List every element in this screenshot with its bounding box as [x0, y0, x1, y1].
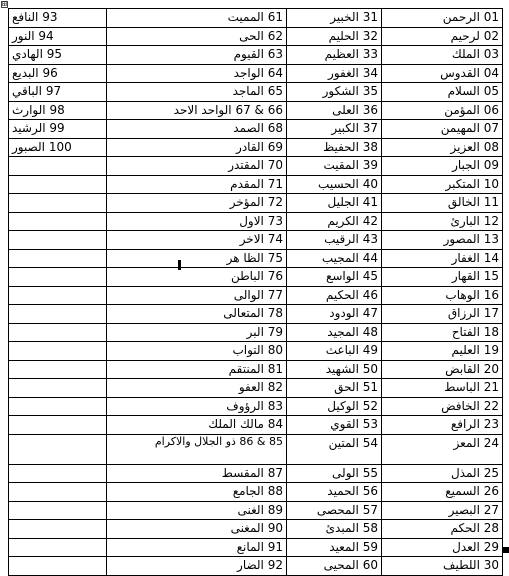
table-row	[9, 46, 503, 65]
table-row	[9, 83, 503, 102]
table-cell-col3[interactable]: 90 المغنى	[107, 520, 287, 539]
names-table-body	[9, 9, 503, 576]
table-cell-col1[interactable]: 20 القابض	[382, 360, 503, 379]
table-cell-col3[interactable]: 75 الظا هر	[107, 249, 287, 268]
table-cell-col2[interactable]: 39 المقيت	[287, 157, 382, 176]
table-row	[9, 268, 503, 287]
table-cell-col1[interactable]: 25 المذل	[382, 464, 503, 483]
table-cell-col2[interactable]: 32 الحليم	[287, 27, 382, 46]
table-row	[9, 379, 503, 398]
table-cell-col4[interactable]	[9, 157, 107, 176]
table-cell-col2[interactable]: 48 المجيد	[287, 323, 382, 342]
table-cell-col1[interactable]: 03 الملك	[382, 46, 503, 65]
table-cell-col3[interactable]: 73 الاول	[107, 212, 287, 231]
table-cell-col3[interactable]: 84 مالك الملك	[107, 416, 287, 435]
table-row	[9, 520, 503, 539]
table-cell-col3[interactable]: 76 الباطن	[107, 268, 287, 287]
table-resize-handle-icon[interactable]	[503, 547, 509, 553]
names-table	[8, 8, 503, 576]
table-cell-col2[interactable]: 51 الحق	[287, 379, 382, 398]
table-cell-col3[interactable]: 65 الماجد	[107, 83, 287, 102]
table-cell-col2[interactable]: 50 الشهيد	[287, 360, 382, 379]
table-cell-col2[interactable]: 53 القوي	[287, 416, 382, 435]
table-cell-col2[interactable]: 52 الوكيل	[287, 397, 382, 416]
table-cell-col1[interactable]: 28 الحكم	[382, 520, 503, 539]
table-cell-col1[interactable]: 24 المعز	[382, 434, 503, 464]
table-row	[9, 305, 503, 324]
table-cell-col2[interactable]: 60 المحيى	[287, 557, 382, 576]
table-cell-col3[interactable]: 85 & 86 ذو الجلال والاكرام	[107, 434, 287, 464]
table-row	[9, 360, 503, 379]
table-row	[9, 157, 503, 176]
table-cell-col3[interactable]: 66 & 67 الواحد الاحد	[107, 101, 287, 120]
text-cursor	[178, 260, 181, 270]
table-row	[9, 464, 503, 483]
table-cell-col3[interactable]: 70 المقتدر	[107, 157, 287, 176]
table-cell-col1[interactable]: 27 البصير	[382, 501, 503, 520]
table-cell-col1[interactable]: 13 المصور	[382, 231, 503, 250]
table-row	[9, 64, 503, 83]
table-cell-col4[interactable]: 98 الوارث	[9, 101, 107, 120]
table-cell-col1[interactable]: 07 المهيمن	[382, 120, 503, 139]
table-cell-col2[interactable]: 49 الباعث	[287, 342, 382, 361]
table-cell-col3[interactable]: 64 الواجد	[107, 64, 287, 83]
table-row	[9, 323, 503, 342]
table-cell-col3[interactable]: 88 الجامع	[107, 483, 287, 502]
table-cell-col3[interactable]: 91 المانع	[107, 538, 287, 557]
table-cell-col2[interactable]: 37 الكبير	[287, 120, 382, 139]
table-cell-col4[interactable]	[9, 305, 107, 324]
table-cell-col2[interactable]: 57 المحصى	[287, 501, 382, 520]
table-cell-col4[interactable]	[9, 434, 107, 464]
table-cell-col2[interactable]: 59 المعيد	[287, 538, 382, 557]
table-cell-col4[interactable]: 95 الهادي	[9, 46, 107, 65]
table-row	[9, 231, 503, 250]
table-cell-col4[interactable]	[9, 483, 107, 502]
table-cell-col1[interactable]: 14 الغفار	[382, 249, 503, 268]
table-cell-col2[interactable]: 58 المبدئ	[287, 520, 382, 539]
table-cell-col3[interactable]: 68 الصمد	[107, 120, 287, 139]
table-cell-col2[interactable]: 46 الحكيم	[287, 286, 382, 305]
table-row	[9, 9, 503, 28]
table-cell-col4[interactable]	[9, 464, 107, 483]
table-cell-col1[interactable]: 30 اللطيف	[382, 557, 503, 576]
table-cell-col1[interactable]: 05 السلام	[382, 83, 503, 102]
table-row	[9, 27, 503, 46]
table-row	[9, 483, 503, 502]
table-cell-col1[interactable]: 01 الرحمن	[382, 9, 503, 28]
table-row	[9, 194, 503, 213]
table-cell-col1[interactable]: 15 القهار	[382, 268, 503, 287]
table-row	[9, 434, 503, 464]
table-cell-col4[interactable]: 97 الباقي	[9, 83, 107, 102]
table-row	[9, 342, 503, 361]
table-cell-col4[interactable]	[9, 397, 107, 416]
table-cell-col1[interactable]: 10 المتكبر	[382, 175, 503, 194]
table-row	[9, 175, 503, 194]
table-cell-col4[interactable]	[9, 416, 107, 435]
table-row	[9, 212, 503, 231]
table-cell-col3[interactable]: 82 العفو	[107, 379, 287, 398]
table-row	[9, 501, 503, 520]
table-cell-col3[interactable]: 74 الاخر	[107, 231, 287, 250]
table-cell-col3[interactable]: 72 المؤخر	[107, 194, 287, 213]
table-cell-col4[interactable]: 100 الصبور	[9, 138, 107, 157]
table-cell-col3[interactable]: 63 القيوم	[107, 46, 287, 65]
table-cell-col4[interactable]: 93 النافع	[9, 9, 107, 28]
table-cell-col2[interactable]: 45 الواسع	[287, 268, 382, 287]
table-cell-col1[interactable]: 22 الخافض	[382, 397, 503, 416]
table-move-handle-icon[interactable]: ⊞	[1, 0, 8, 8]
table-cell-col4[interactable]	[9, 360, 107, 379]
table-cell-col2[interactable]: 36 العلى	[287, 101, 382, 120]
table-cell-col3[interactable]: 78 المتعالى	[107, 305, 287, 324]
table-row	[9, 538, 503, 557]
table-cell-col2[interactable]: 56 الحميد	[287, 483, 382, 502]
table-cell-col2[interactable]: 38 الحفيظ	[287, 138, 382, 157]
table-cell-col3[interactable]: 77 الوالى	[107, 286, 287, 305]
table-cell-col2[interactable]: 54 المتين	[287, 434, 382, 464]
table-cell-col2[interactable]: 33 العظيم	[287, 46, 382, 65]
table-cell-col2[interactable]: 41 الجليل	[287, 194, 382, 213]
table-row	[9, 416, 503, 435]
table-cell-col3[interactable]: 92 الضار	[107, 557, 287, 576]
table-cell-col4[interactable]	[9, 501, 107, 520]
table-cell-col1[interactable]: 23 الرافع	[382, 416, 503, 435]
table-cell-col3[interactable]: 89 الغنى	[107, 501, 287, 520]
table-cell-col4[interactable]	[9, 212, 107, 231]
table-cell-col4[interactable]	[9, 286, 107, 305]
table-row	[9, 101, 503, 120]
table-cell-col4[interactable]	[9, 268, 107, 287]
table-cell-col4[interactable]	[9, 194, 107, 213]
table-cell-col4[interactable]	[9, 342, 107, 361]
table-cell-col1[interactable]: 17 الرزاق	[382, 305, 503, 324]
table-cell-col4[interactable]	[9, 520, 107, 539]
table-cell-col4[interactable]	[9, 175, 107, 194]
table-cell-col1[interactable]: 09 الجبار	[382, 157, 503, 176]
table-cell-col3[interactable]: 71 المقدم	[107, 175, 287, 194]
table-cell-col4[interactable]	[9, 538, 107, 557]
table-cell-col3[interactable]: 62 الحى	[107, 27, 287, 46]
table-cell-col3[interactable]: 61 المميت	[107, 9, 287, 28]
table-cell-col1[interactable]: 19 العليم	[382, 342, 503, 361]
table-cell-col1[interactable]: 12 البارئ	[382, 212, 503, 231]
table-row	[9, 397, 503, 416]
table-cell-col3[interactable]: 79 البر	[107, 323, 287, 342]
table-cell-col2[interactable]: 35 الشكور	[287, 83, 382, 102]
table-cell-col3[interactable]: 83 الرؤوف	[107, 397, 287, 416]
table-cell-col2[interactable]: 42 الكريم	[287, 212, 382, 231]
table-cell-col4[interactable]: 99 الرشيد	[9, 120, 107, 139]
table-cell-col2[interactable]: 34 الغفور	[287, 64, 382, 83]
table-row	[9, 557, 503, 576]
table-cell-col1[interactable]: 26 السميع	[382, 483, 503, 502]
table-cell-col3[interactable]: 87 المقسط	[107, 464, 287, 483]
table-cell-col2[interactable]: 55 الولى	[287, 464, 382, 483]
table-cell-col1[interactable]: 06 المؤمن	[382, 101, 503, 120]
table-row	[9, 138, 503, 157]
table-cell-col4[interactable]	[9, 249, 107, 268]
table-cell-col3[interactable]: 80 التواب	[107, 342, 287, 361]
table-cell-col2[interactable]: 31 الخبير	[287, 9, 382, 28]
table-cell-col4[interactable]: 96 البديع	[9, 64, 107, 83]
table-cell-col2[interactable]: 40 الحسيب	[287, 175, 382, 194]
table-cell-col2[interactable]: 44 المجيب	[287, 249, 382, 268]
table-cell-col1[interactable]: 04 القدوس	[382, 64, 503, 83]
table-cell-col3[interactable]: 69 القادر	[107, 138, 287, 157]
table-cell-col4[interactable]: 94 النور	[9, 27, 107, 46]
table-cell-col1[interactable]: 29 العدل	[382, 538, 503, 557]
table-cell-col2[interactable]: 43 الرقيب	[287, 231, 382, 250]
table-cell-col1[interactable]: 02 لرحيم	[382, 27, 503, 46]
table-cell-col4[interactable]	[9, 379, 107, 398]
table-cell-col4[interactable]	[9, 231, 107, 250]
table-cell-col1[interactable]: 21 الباسط	[382, 379, 503, 398]
table-cell-col1[interactable]: 18 الفتاح	[382, 323, 503, 342]
table-cell-col4[interactable]	[9, 323, 107, 342]
table-cell-col1[interactable]: 11 الخالق	[382, 194, 503, 213]
table-cell-col2[interactable]: 47 الودود	[287, 305, 382, 324]
table-cell-col1[interactable]: 16 الوهاب	[382, 286, 503, 305]
table-cell-col1[interactable]: 08 العزيز	[382, 138, 503, 157]
table-row	[9, 120, 503, 139]
table-cell-col3[interactable]: 81 المنتقم	[107, 360, 287, 379]
table-row	[9, 286, 503, 305]
table-cell-col4[interactable]	[9, 557, 107, 576]
table-row	[9, 249, 503, 268]
